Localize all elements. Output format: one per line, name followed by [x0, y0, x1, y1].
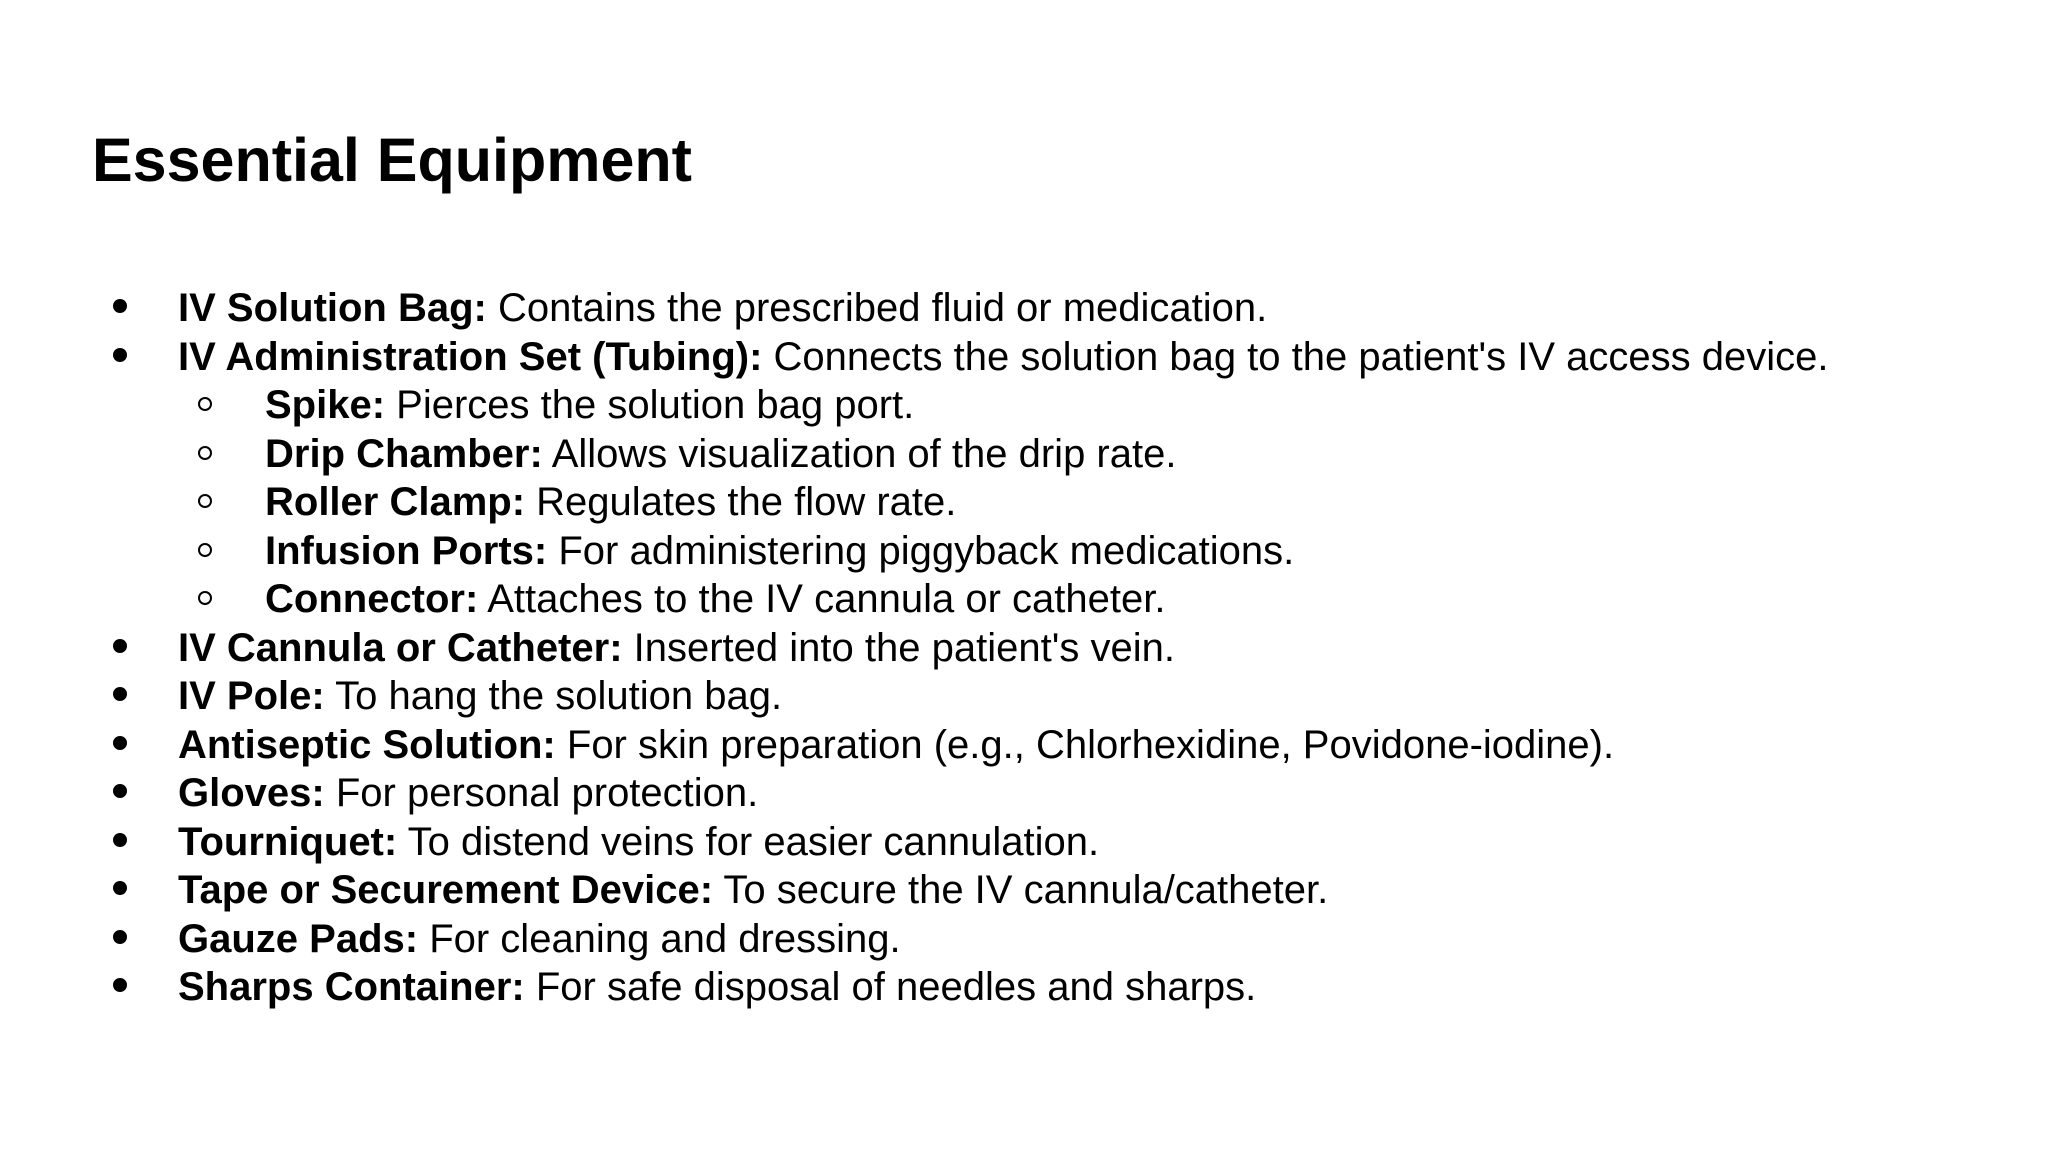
sub-list-item	[0, 381, 1828, 430]
bullet-circle-icon	[198, 543, 212, 557]
item-term: Infusion Ports:	[265, 528, 548, 573]
item-term: Gauze Pads:	[178, 916, 419, 961]
item-description: For administering piggyback medications.	[547, 528, 1295, 573]
equipment-list	[0, 284, 1828, 1012]
item-term: Tape or Securement Device:	[178, 868, 714, 912]
item-description: For safe disposal of needles and sharps.	[524, 965, 1257, 1009]
item-term: Tourniquet:	[178, 819, 398, 864]
item-description: For cleaning and dressing.	[418, 916, 901, 961]
item-description: Inserted into the patient's vein.	[622, 625, 1175, 670]
bullet-disc-icon	[113, 978, 127, 992]
item-description: Attaches to the IV cannula or catheter.	[478, 577, 1166, 621]
item-term: Roller Clamp:	[265, 480, 526, 524]
item-description: For personal protection.	[324, 771, 759, 815]
list-item	[0, 866, 1828, 915]
bullet-disc-icon	[113, 687, 127, 701]
item-term: IV Administration Set (Tubing):	[178, 334, 763, 379]
item-term: Spike:	[265, 383, 386, 427]
list-item	[0, 672, 1828, 721]
bullet-disc-icon	[113, 784, 127, 798]
bullet-circle-icon	[198, 397, 212, 411]
item-description: For skin preparation (e.g., Chlorhexidine, Povidone-iodine).	[555, 722, 1615, 767]
item-term: Drip Chamber:	[265, 431, 543, 476]
item-term: IV Pole:	[178, 674, 325, 718]
item-term: Antiseptic Solution:	[178, 722, 556, 767]
bullet-circle-icon	[198, 494, 212, 508]
sub-list-item	[0, 527, 1828, 576]
item-description: To distend veins for easier cannulation.	[397, 819, 1100, 864]
sub-list-item	[0, 478, 1828, 527]
bullet-disc-icon	[113, 639, 127, 653]
list-item	[0, 624, 1828, 673]
item-description: To hang the solution bag.	[324, 674, 783, 718]
item-term: Connector:	[265, 577, 479, 621]
bullet-disc-icon	[113, 930, 127, 944]
list-item	[0, 284, 1828, 333]
list-item	[0, 333, 1828, 382]
item-description: Pierces the solution bag port.	[385, 383, 915, 427]
slide-title: Essential Equipment	[92, 126, 692, 194]
bullet-disc-icon	[113, 736, 127, 750]
sub-list-item	[0, 575, 1828, 624]
item-description: Regulates the flow rate.	[525, 480, 957, 524]
bullet-disc-icon	[113, 348, 127, 362]
item-description: Contains the prescribed fluid or medication.	[486, 286, 1268, 330]
bullet-disc-icon	[113, 881, 127, 895]
list-item	[0, 915, 1828, 964]
item-term: Sharps Container:	[178, 965, 525, 1009]
item-description: To secure the IV cannula/catheter.	[713, 868, 1329, 912]
bullet-disc-icon	[113, 299, 127, 313]
list-item	[0, 721, 1828, 770]
item-description: Allows visualization of the drip rate.	[542, 431, 1177, 476]
item-description: Connects the solution bag to the patient's IV access device.	[762, 334, 1829, 379]
list-item	[0, 818, 1828, 867]
bullet-circle-icon	[198, 446, 212, 460]
item-term: IV Solution Bag:	[178, 286, 487, 330]
bullet-disc-icon	[113, 833, 127, 847]
item-term: IV Cannula or Catheter:	[178, 625, 623, 670]
list-item	[0, 963, 1828, 1012]
list-item	[0, 769, 1828, 818]
bullet-circle-icon	[198, 591, 212, 605]
item-term: Gloves:	[178, 771, 325, 815]
sub-list-item	[0, 430, 1828, 479]
